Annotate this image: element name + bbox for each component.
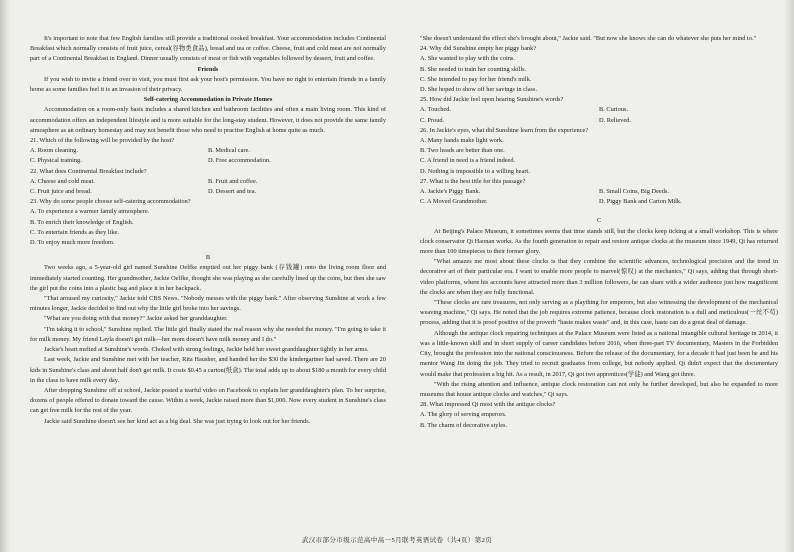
option-27-b: B. Small Coins, Big Deeds.: [599, 188, 669, 196]
option-28-a: A. The glory of serving emperors.: [420, 411, 507, 419]
question-23: 23. Why do some people choose self-catering accommodation?: [30, 198, 191, 206]
question-27-options: [420, 187, 778, 207]
passage-c-paragraph-1: At Beijing's Palace Museum, it sometimes seems that time stands still, but the clocks keep ticking at a small workshop. This is where clock conservator Qi Haonan works. As the fourth generation to repair and restore antique clocks at the museum since 1949, Qi has returned more than 100 timepieces to their former glory.: [420, 227, 778, 256]
passage-b-paragraph-8: Jackie said Sunshine doesn't see her kind act as a big deal. She was just trying to look out for her friends.: [44, 417, 311, 425]
option-21-d: D. Free accommodation.: [208, 157, 271, 165]
scan-edge-shadow-left: [0, 0, 10, 552]
question-28: 28. What impressed Qi most with the antique clocks?: [420, 401, 556, 409]
right-column: [420, 34, 778, 431]
passage-c-paragraph-3: "These clocks are rare treasures, not only serving as a plaything for emperors, but also witnessing the development of the mechanical weaving machine," Qi says. He noted that the job requires extreme patience, because clock restoration is a dull and meticulous(一丝不苟) process, adding that it is proof positive of the proverb "haste makes waste" and, in this case, haste can do a great deal of damage.: [420, 299, 778, 327]
question-27: 27. What is the best title for this passage?: [420, 177, 526, 185]
passage-b-paragraph-6: Last week, Jackie and Sunshine met with her teacher, Rita Hausher, and handed her the $30 the kindergartner had saved. There are 20 kids in Sunshine's class and about half don't get milk. It costs $0.45 a carton(纸盒). The total adds up to about $180 a month for every child in the class to have milk every day.: [30, 356, 386, 384]
question-25: 25. How did Jackie feel upon hearing Sunshine's words?: [420, 96, 564, 104]
option-21-a: A. Room cleaning.: [30, 147, 78, 155]
section-c-heading: C: [596, 217, 602, 225]
option-22-d: D. Dessert and tea.: [208, 188, 257, 196]
passage-b-paragraph-2: "That aroused my curiosity," Jackie told CBS News. "Nobody messes with the piggy bank." After observing Sunshine at work a few minutes longer, Jackie decided to find out why the little girl broke into her savings.: [30, 295, 386, 313]
passage-a-self-catering-paragraph: Accommodation on a room-only basis includes a shared kitchen and bathroom facilities and often a main living room. This kind of accommodation offers an independent lifestyle and is more suitable for the long-stay student. However, it does not provide the same family atmosphere as an ordinary homestay and may not benefit those who need to practise English at home quite as much.: [30, 106, 386, 134]
option-27-a: A. Jackie's Piggy Bank.: [420, 188, 481, 196]
question-22-options: [30, 177, 386, 197]
option-26-a: A. Many hands make light work.: [420, 137, 504, 145]
left-column: [30, 34, 386, 427]
passage-c-paragraph-2: "What amazes me most about these clocks is that they combine the scientific advances, technological precision and the trend in decorative art of their particular era. I want to enable more people to marvel(惊叹) at the mechanics," Qi says, adding that through short-video platforms, where his accounts have attracted more than 3 million followers, he can share with a wider audience just how magnificent the clocks are when they are fully functional.: [420, 258, 778, 296]
question-24: 24. Why did Sunshine empty her piggy bank?: [420, 45, 537, 53]
passage-b-paragraph-7: After dropping Sunshine off at school, Jackie posted a tearful video on Facebook to explain her granddaughter's plan. To her surprise, dozens of people offered to donate toward the cause. Within a week, Jackie raised more than $1,000. Now every student in Sunshine's class can get free milk for the rest of the year.: [30, 386, 386, 415]
passage-a-friends-paragraph: If you wish to invite a friend over to visit, you must first ask your host's permission. You have no right to entertain friends in a family home as some families feel it is an invasion of their privacy.: [30, 75, 386, 94]
option-23-c: C. To entertain friends as they like.: [30, 228, 119, 236]
option-27-d: D. Piggy Bank and Carton Milk.: [599, 198, 682, 206]
option-24-d: D. She hoped to show off her savings in class.: [420, 86, 538, 94]
option-24-c: C. She intended to pay for her friend's milk.: [420, 75, 532, 83]
option-25-c: C. Proud.: [420, 116, 445, 124]
question-25-options: [420, 105, 778, 125]
passage-c-paragraph-4: Although the antique clock repairing techniques at the Palace Museum were listed as a national intangible cultural heritage in 2014, it was a little-known skill and in short supply of career candidates before 2016, when three-part TV documentary, Masters in the Forbidden City, brought the profession into the national consciousness. Before the release of the documentary, for a decade it had just been he and his mentor Wang Jin doing the job. They tried to recruit graduates from college, but nobody applied. Qi didn't expect that the documentary would make that profession a big hit. As a result, in 2017, Qi got two apprentices(学徒) and Wang got three.: [420, 329, 778, 378]
option-24-b: B. She needed to train her counting skills.: [420, 65, 527, 73]
passage-b-paragraph-5: Jackie's heart melted at Sunshine's words. Choked with strong feelings, Jackie held her sweet granddaughter tightly in her arms.: [44, 346, 369, 354]
option-23-a: A. To experience a warmer family atmosphere.: [30, 208, 150, 216]
question-26: 26. In Jackie's eyes, what did Sunshine learn from the experience?: [420, 126, 589, 134]
option-25-b: B. Curious.: [599, 106, 629, 114]
heading-self-catering: Self-catering Accommodation in Private Homes: [143, 96, 273, 104]
option-25-d: D. Relieved.: [599, 116, 631, 124]
option-24-a: A. She wanted to play with the coins.: [420, 55, 515, 63]
passage-a-breakfast-paragraph: It's important to note that few English families still provide a traditional cooked breakfast. Your accommodation includes Continental Breakfast which normally consists of fruit juice, cereal(谷物类食品), bread and tea or coffee. Cheese, fruit and cold meat are not normally part of a Continental Breakfast in England. Dinner usually consists of meat or fish with vegetables followed by dessert, fruit and coffee.: [30, 35, 386, 63]
option-28-b: B. The charm of decorative styles.: [420, 421, 508, 429]
option-26-d: D. Nothing is impossible to a willing heart.: [420, 167, 530, 175]
option-22-a: A. Cheese and cold meat.: [30, 177, 95, 185]
option-26-b: B. Two heads are better than one.: [420, 147, 505, 155]
option-26-c: C. A friend in need is a friend indeed.: [420, 157, 516, 165]
section-b-heading: B: [205, 254, 211, 262]
option-27-c: C. A Moved Grandmother.: [420, 198, 488, 206]
passage-b-closing-quote: "She doesn't understand the effect she's brought about," Jackie said. "But now she knows she can do whatever she puts her mind to.": [420, 35, 757, 42]
option-25-a: A. Touched.: [420, 106, 451, 114]
passage-b-paragraph-1: Two weeks ago, a 5-year-old girl named Sunshine Oelfke emptied out her piggy bank (存钱罐) onto the living room floor and immediately started counting. Her grandmother, Jackie Oelfke, thought she was playing as she carefully lined up the coins, but then she saw the girl put the coins into a plastic bag and place it in her backpack.: [30, 264, 386, 292]
option-23-b: B. To enrich their knowledge of English.: [30, 218, 134, 226]
passage-c-paragraph-5: "With the rising attention and influence, antique clock restoration can not only be further developed, but also be expanded to more museums that house antique clocks and watches," Qi says.: [420, 380, 778, 398]
option-22-c: C. Fruit juice and bread.: [30, 188, 92, 196]
option-21-b: B. Medical care.: [208, 147, 250, 155]
option-21-c: C. Physical training.: [30, 157, 82, 165]
scan-edge-shadow-right: [784, 0, 794, 552]
heading-friends: Friends: [197, 65, 219, 73]
question-21: 21. Which of the following will be provided by the host?: [30, 137, 175, 145]
question-21-options: [30, 146, 386, 166]
question-22: 22. What does Continental Breakfast include?: [30, 167, 147, 175]
passage-b-paragraph-3: "What are you doing with that money?" Jackie asked her granddaughter.: [44, 315, 228, 323]
option-23-d: D. To enjoy much more freedom.: [30, 239, 115, 247]
page-footer: 武汉市部分市级示范高中高一5月联考英语试卷（共4页）第2页: [301, 537, 493, 544]
option-22-b: B. Fruit and coffee.: [208, 177, 258, 185]
passage-b-paragraph-4: "I'm taking it to school," Sunshine replied. The little girl finally stated the real reason why she needed the money. "I'm going to take it for milk money. My friend Layla doesn't get milk—her mom doesn't have milk money and I do.": [30, 325, 386, 343]
